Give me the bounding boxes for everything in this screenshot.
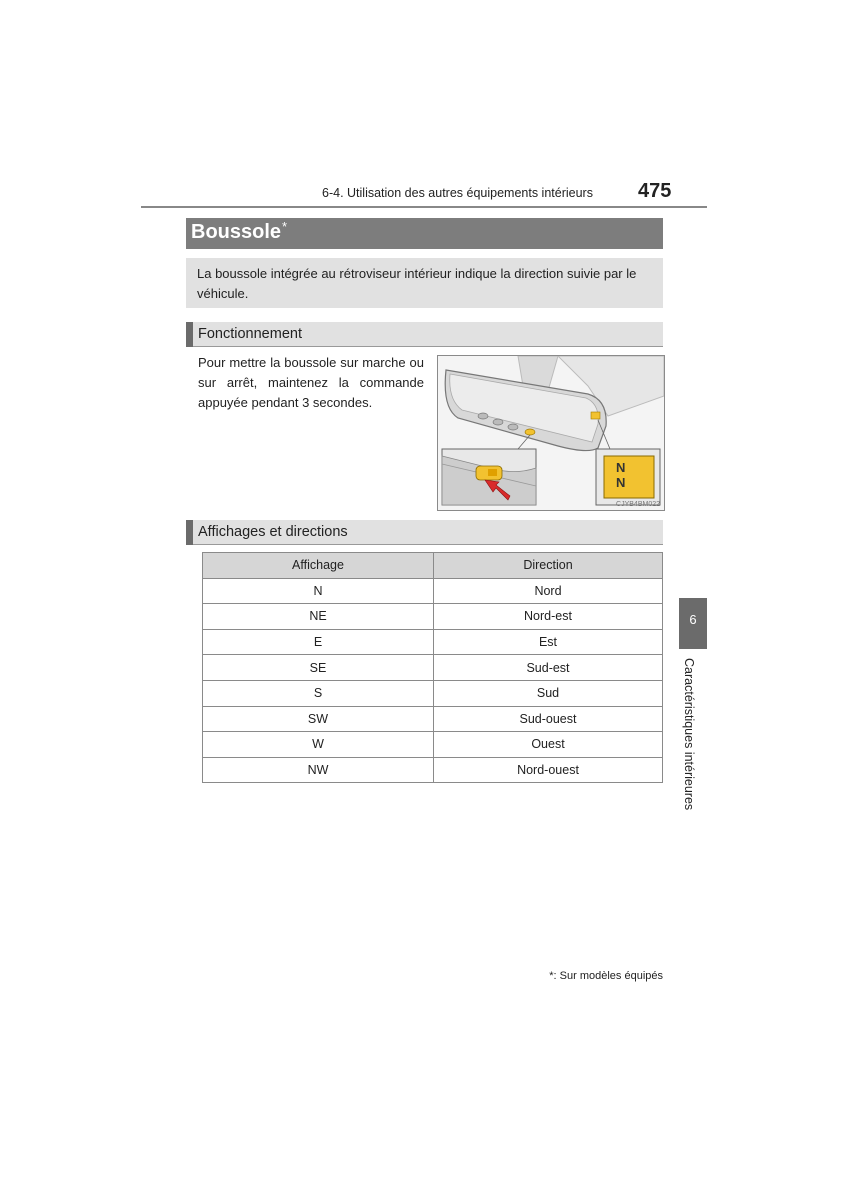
display-cell: NW [203, 757, 434, 783]
display-cell: E [203, 629, 434, 655]
table-row [203, 680, 663, 706]
table-row [203, 629, 663, 655]
operation-paragraph: Pour mettre la boussole sur marche ou sur arrêt, maintenez la commande appuyée pendant 3 secondes. [198, 355, 424, 410]
display-glyph-top: N [616, 460, 626, 475]
display-glyph-bottom: N [616, 475, 626, 490]
section-header-fonctionnement [186, 322, 663, 347]
directions-table [202, 552, 663, 783]
direction-cell: Sud [434, 680, 663, 706]
direction-cell: Nord [434, 578, 663, 604]
chapter-number: 6 [689, 612, 697, 627]
chapter-tab [679, 598, 707, 649]
mirror-drawing [438, 356, 664, 510]
display-cell: N [203, 578, 434, 604]
running-header: 6-4. Utilisation des autres équipements intérieurs [322, 186, 593, 200]
column-header-direction: Direction [434, 553, 663, 579]
header-rule [141, 206, 707, 208]
mirror-illustration [437, 355, 665, 511]
direction-cell: Nord-ouest [434, 757, 663, 783]
display-cell: SE [203, 655, 434, 681]
section-heading: Affichages et directions [198, 524, 348, 540]
direction-cell: Nord-est [434, 604, 663, 630]
page-title [191, 221, 287, 244]
page-title-text: Boussole [191, 221, 282, 243]
display-cell: S [203, 680, 434, 706]
section-header-affichages [186, 520, 663, 545]
chapter-label: Caractéristiques intérieures [682, 658, 696, 811]
image-code: CJYB4BM022 [616, 501, 660, 508]
table-row [203, 604, 663, 630]
title-asterisk: * [282, 219, 288, 234]
table-row [203, 732, 663, 758]
direction-cell: Ouest [434, 732, 663, 758]
table-row [203, 655, 663, 681]
column-header-affichage: Affichage [203, 553, 434, 579]
footnote: *: Sur modèles équipés [549, 970, 663, 982]
display-cell: W [203, 732, 434, 758]
table-row [203, 706, 663, 732]
intro-text: La boussole intégrée au rétroviseur intérieur indique la direction suivie par le véhicule. [197, 266, 637, 301]
section-marker [186, 520, 193, 545]
display-cell: SW [203, 706, 434, 732]
title-bar [186, 218, 663, 249]
display-cell: NE [203, 604, 434, 630]
table-row [203, 578, 663, 604]
section-marker [186, 322, 193, 347]
table-row [203, 757, 663, 783]
table-header-row [203, 553, 663, 579]
direction-cell: Est [434, 629, 663, 655]
direction-cell: Sud-ouest [434, 706, 663, 732]
direction-cell: Sud-est [434, 655, 663, 681]
section-heading: Fonctionnement [198, 326, 302, 342]
intro-box [186, 258, 663, 308]
page-number: 475 [638, 180, 672, 202]
